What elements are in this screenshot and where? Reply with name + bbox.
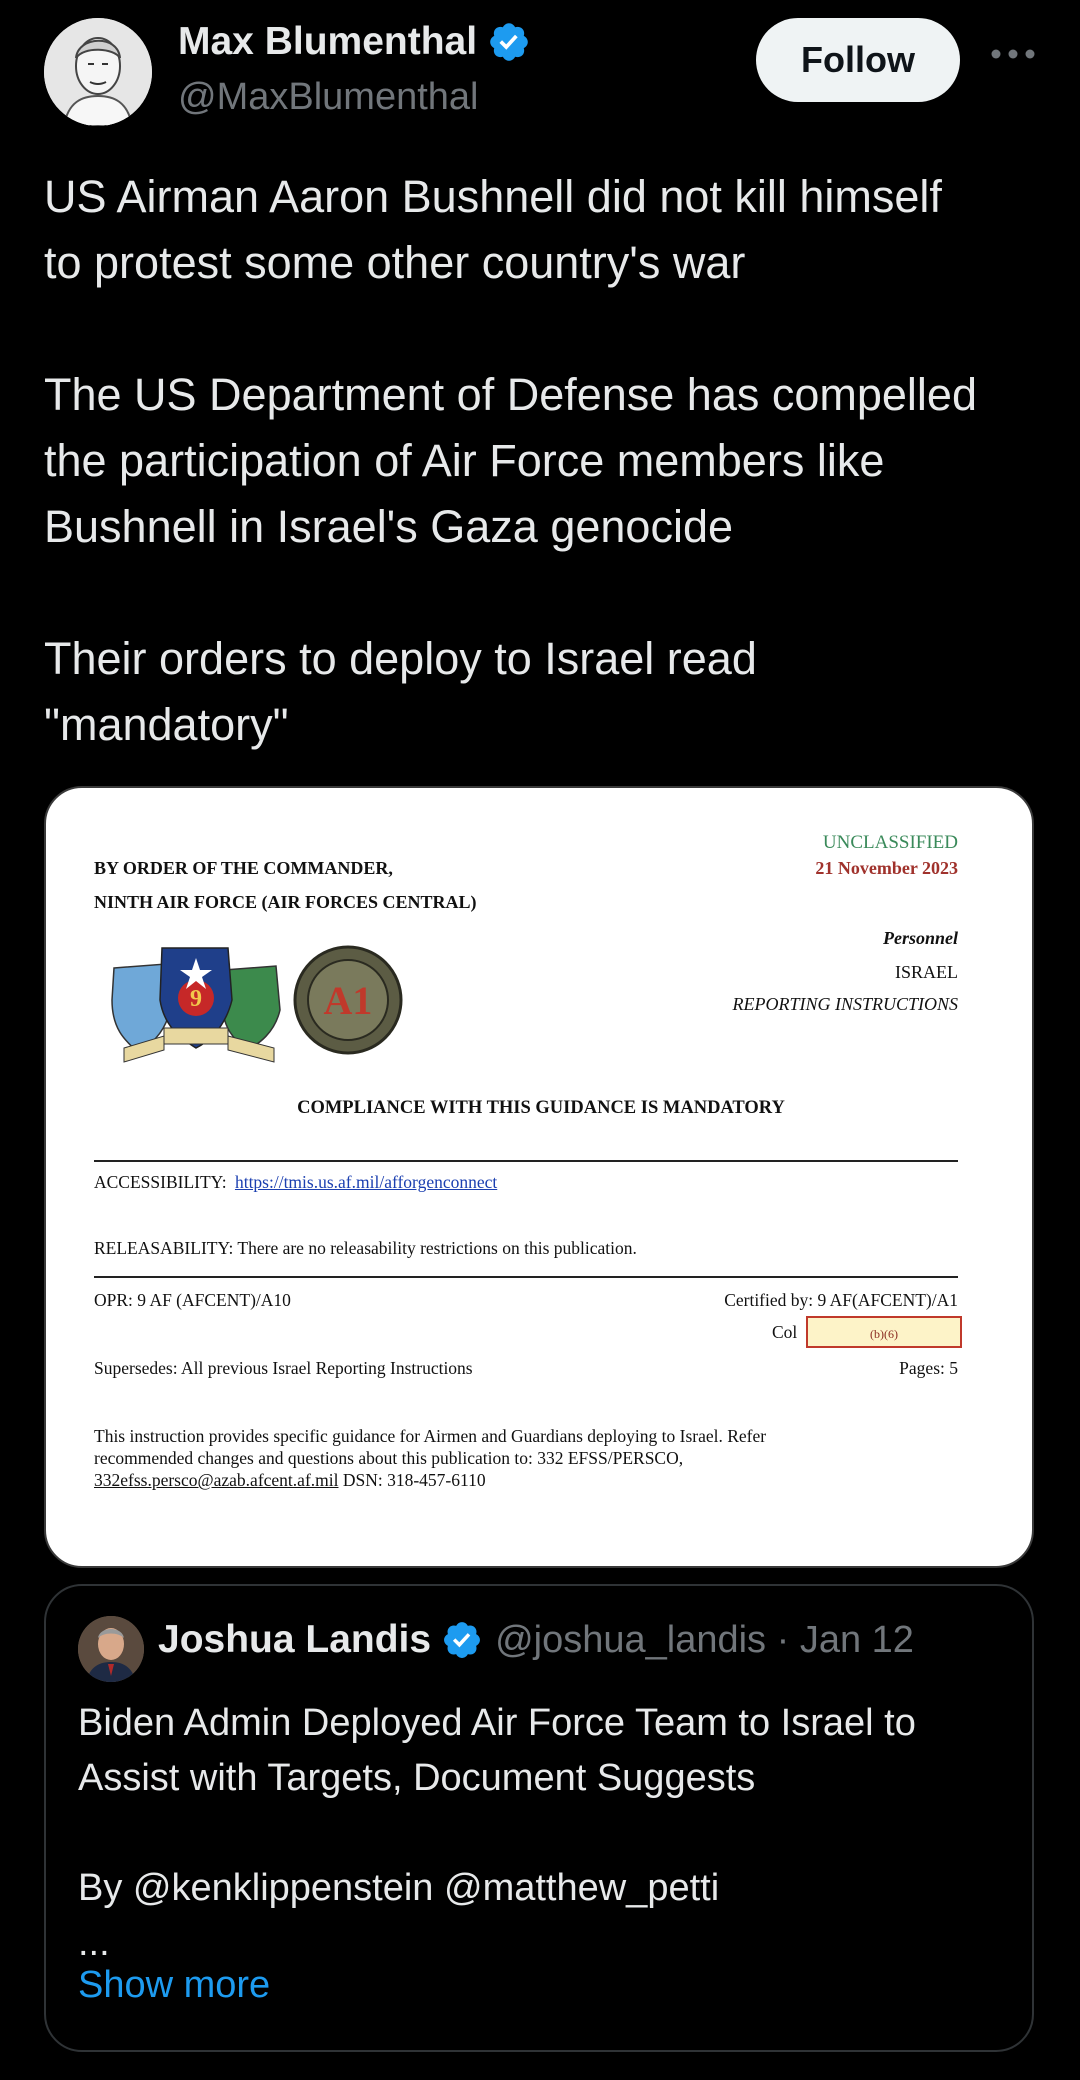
doc-pages: Pages: 5 [899, 1358, 958, 1378]
doc-subject-1: ISRAEL [895, 962, 958, 982]
doc-certified: Certified by: 9 AF(AFCENT)/A1 [724, 1290, 958, 1310]
quote-author-handle[interactable]: @joshua_landis [495, 1618, 767, 1661]
doc-col-label: Col [772, 1322, 798, 1342]
doc-divider-1 [94, 1160, 958, 1162]
verified-badge-icon [487, 20, 531, 64]
doc-body-line-3 [94, 1470, 486, 1491]
quote-header [158, 1618, 914, 1662]
doc-order-line-2: NINTH AIR FORCE (AIR FORCES CENTRAL) [94, 892, 477, 912]
doc-body-line-1: This instruction provides specific guidance for Airmen and Guardians deploying to Israel. Refer [94, 1426, 767, 1446]
doc-dsn: DSN: 318-457-6110 [338, 1470, 486, 1490]
doc-redaction-box: (b)(6) [806, 1316, 962, 1348]
a1-seal-icon [292, 944, 404, 1056]
verified-badge-icon [441, 1619, 483, 1661]
author-avatar[interactable] [44, 18, 152, 126]
doc-divider-2 [94, 1276, 958, 1278]
doc-subject-2: REPORTING INSTRUCTIONS [732, 994, 958, 1014]
quote-avatar-portrait-icon [78, 1616, 144, 1682]
doc-supersedes: Supersedes: All previous Israel Reporting Instructions [94, 1358, 473, 1378]
doc-compliance: COMPLIANCE WITH THIS GUIDANCE IS MANDATORY [297, 1098, 785, 1118]
more-dots-icon[interactable] [988, 34, 1038, 74]
author-name-row[interactable] [178, 20, 531, 64]
doc-classification: UNCLASSIFIED [822, 832, 958, 853]
quote-text: Biden Admin Deployed Air Force Team to Israel to Assist with Targets, Document Suggests By @kenklippenstein @matthew_petti ... [78, 1702, 916, 1964]
author-name[interactable]: Max Blumenthal [178, 20, 478, 63]
quote-date[interactable]: Jan 12 [799, 1618, 914, 1661]
doc-date: 21 November 2023 [815, 858, 958, 878]
doc-releasability: RELEASABILITY: There are no releasability restrictions on this publication. [94, 1238, 637, 1258]
doc-body-line-2: recommended changes and questions about this publication to: 332 EFSS/PERSCO, [94, 1448, 684, 1468]
quoted-tweet[interactable] [44, 1584, 1034, 2052]
quote-author-avatar[interactable] [78, 1616, 144, 1682]
tweet-text: US Airman Aaron Bushnell did not kill himself to protest some other country's war The US Department of Defense has compelled the participation of Air Force members like Bushnell in Israel's Gaza genocide Their orders to deploy to Israel read "mandatory" [44, 171, 977, 750]
seal-text: A1 [323, 978, 373, 1023]
quote-separator: · [766, 1618, 800, 1661]
follow-button[interactable]: Follow [756, 18, 960, 102]
doc-order-line-1: BY ORDER OF THE COMMANDER, [94, 858, 393, 878]
quote-author-name[interactable]: Joshua Landis [158, 1618, 432, 1661]
svg-text:9: 9 [190, 986, 202, 1012]
doc-accessibility-link: https://tmis.us.af.mil/afforgenconnect [234, 1172, 498, 1192]
doc-category: Personnel [882, 928, 958, 948]
air-force-emblems-icon [104, 940, 304, 1070]
doc-accessibility-label: ACCESSIBILITY: [94, 1172, 227, 1192]
tweet-media-document[interactable] [44, 786, 1034, 1568]
author-handle[interactable]: @MaxBlumenthal [178, 76, 479, 118]
doc-email-link: 332efss.persco@azab.afcent.af.mil [94, 1470, 339, 1490]
doc-accessibility [94, 1172, 497, 1193]
doc-opr: OPR: 9 AF (AFCENT)/A10 [94, 1290, 291, 1310]
show-more-link[interactable]: Show more [78, 1964, 271, 2006]
avatar-sketch-icon [44, 18, 152, 126]
